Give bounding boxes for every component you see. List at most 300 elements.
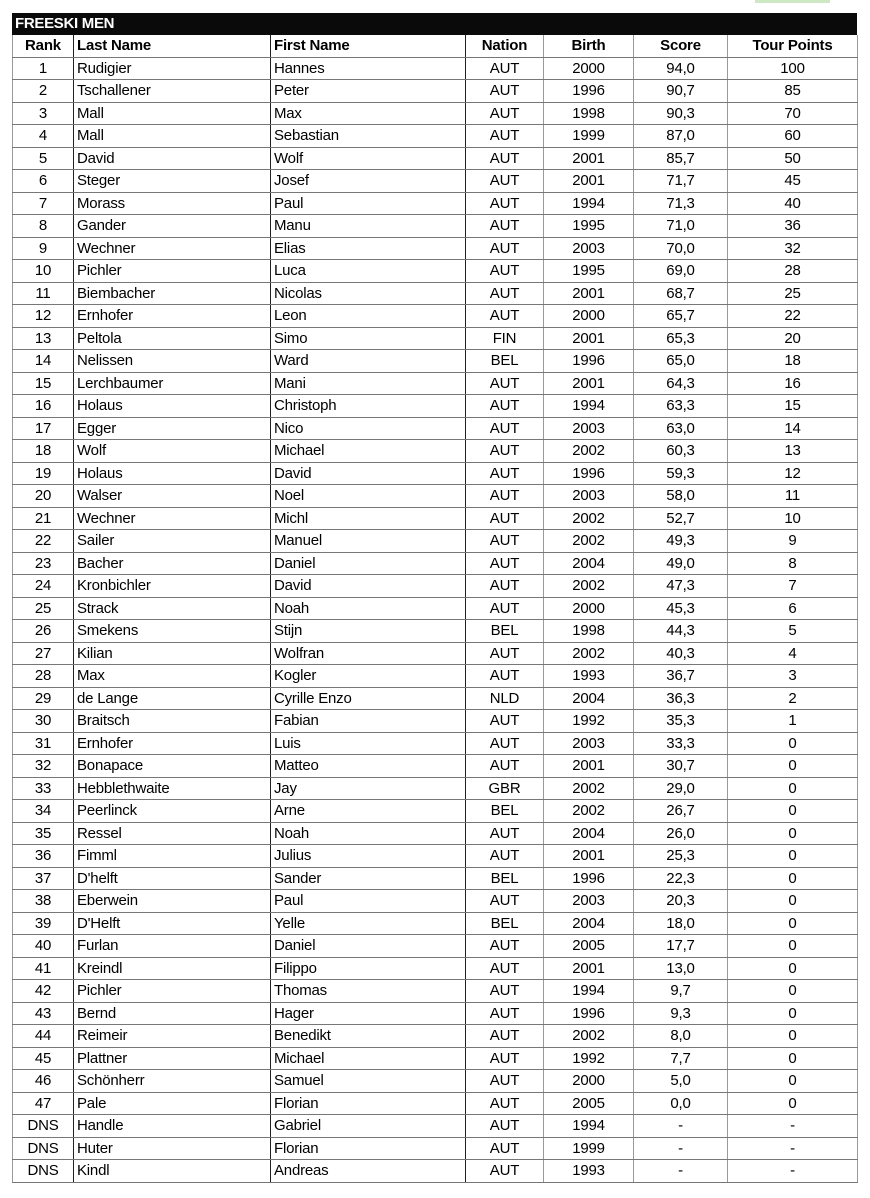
score-cell: 20,3	[634, 890, 728, 913]
nation-cell: AUT	[466, 260, 544, 283]
nation-cell: AUT	[466, 215, 544, 238]
nation-cell: FIN	[466, 327, 544, 350]
tour-points-cell: 0	[728, 1047, 858, 1070]
tour-points-cell: 0	[728, 732, 858, 755]
tour-points-cell: 13	[728, 440, 858, 463]
nation-cell: AUT	[466, 305, 544, 328]
nation-cell: AUT	[466, 980, 544, 1003]
table-row	[13, 710, 858, 733]
rank-cell: 25	[13, 597, 74, 620]
first-name-cell: Christoph	[271, 395, 466, 418]
birth-cell: 2004	[544, 552, 634, 575]
table-row	[13, 530, 858, 553]
nation-cell: AUT	[466, 147, 544, 170]
column-header-tour-points: Tour Points	[728, 35, 858, 57]
table-row	[13, 912, 858, 935]
rank-cell: 32	[13, 755, 74, 778]
birth-cell: 2001	[544, 282, 634, 305]
nation-cell: AUT	[466, 710, 544, 733]
score-cell: 87,0	[634, 125, 728, 148]
nation-cell: NLD	[466, 687, 544, 710]
tour-points-cell: 36	[728, 215, 858, 238]
rank-cell: 42	[13, 980, 74, 1003]
first-name-cell: Luca	[271, 260, 466, 283]
score-cell: 9,7	[634, 980, 728, 1003]
first-name-cell: Josef	[271, 170, 466, 193]
birth-cell: 2000	[544, 57, 634, 80]
table-row	[13, 282, 858, 305]
tour-points-cell: 60	[728, 125, 858, 148]
nation-cell: AUT	[466, 1025, 544, 1048]
score-cell: 59,3	[634, 462, 728, 485]
rank-cell: 35	[13, 822, 74, 845]
birth-cell: 1994	[544, 980, 634, 1003]
column-header-rank: Rank	[13, 35, 74, 57]
last-name-cell: Bernd	[74, 1002, 271, 1025]
birth-cell: 2001	[544, 755, 634, 778]
nation-cell: AUT	[466, 957, 544, 980]
header-row	[13, 35, 858, 57]
nation-cell: AUT	[466, 440, 544, 463]
nation-cell: AUT	[466, 642, 544, 665]
first-name-cell: Michael	[271, 440, 466, 463]
score-cell: 26,7	[634, 800, 728, 823]
tour-points-cell: 0	[728, 867, 858, 890]
table-row	[13, 395, 858, 418]
rank-cell: 2	[13, 80, 74, 103]
last-name-cell: Huter	[74, 1137, 271, 1160]
nation-cell: AUT	[466, 1115, 544, 1138]
tour-points-cell: 0	[728, 1070, 858, 1093]
score-cell: 52,7	[634, 507, 728, 530]
last-name-cell: Eberwein	[74, 890, 271, 913]
table-row	[13, 1160, 858, 1183]
first-name-cell: Manu	[271, 215, 466, 238]
first-name-cell: Samuel	[271, 1070, 466, 1093]
tour-points-cell: 3	[728, 665, 858, 688]
tour-points-cell: 45	[728, 170, 858, 193]
table-row	[13, 170, 858, 193]
score-cell: 44,3	[634, 620, 728, 643]
rank-cell: 24	[13, 575, 74, 598]
birth-cell: 2002	[544, 800, 634, 823]
last-name-cell: D'Helft	[74, 912, 271, 935]
last-name-cell: Smekens	[74, 620, 271, 643]
nation-cell: AUT	[466, 597, 544, 620]
birth-cell: 2002	[544, 575, 634, 598]
table-row	[13, 1047, 858, 1070]
tour-points-cell: 0	[728, 935, 858, 958]
nation-cell: AUT	[466, 552, 544, 575]
first-name-cell: Peter	[271, 80, 466, 103]
first-name-cell: Daniel	[271, 935, 466, 958]
rank-cell: 39	[13, 912, 74, 935]
birth-cell: 2001	[544, 147, 634, 170]
first-name-cell: Yelle	[271, 912, 466, 935]
table-row	[13, 597, 858, 620]
nation-cell: AUT	[466, 935, 544, 958]
score-cell: 49,0	[634, 552, 728, 575]
nation-cell: AUT	[466, 732, 544, 755]
score-cell: 30,7	[634, 755, 728, 778]
table-row	[13, 822, 858, 845]
rank-cell: 47	[13, 1092, 74, 1115]
rank-cell: 30	[13, 710, 74, 733]
last-name-cell: Bonapace	[74, 755, 271, 778]
tour-points-cell: 5	[728, 620, 858, 643]
nation-cell: AUT	[466, 462, 544, 485]
column-header-last-name: Last Name	[74, 35, 271, 57]
last-name-cell: Peerlinck	[74, 800, 271, 823]
birth-cell: 2002	[544, 440, 634, 463]
score-cell: 45,3	[634, 597, 728, 620]
birth-cell: 2002	[544, 530, 634, 553]
table-row	[13, 102, 858, 125]
birth-cell: 2002	[544, 507, 634, 530]
tour-points-cell: 20	[728, 327, 858, 350]
birth-cell: 2002	[544, 642, 634, 665]
score-cell: 0,0	[634, 1092, 728, 1115]
score-cell: 17,7	[634, 935, 728, 958]
score-cell: -	[634, 1160, 728, 1183]
first-name-cell: Benedikt	[271, 1025, 466, 1048]
tour-points-cell: 15	[728, 395, 858, 418]
tour-points-cell: 6	[728, 597, 858, 620]
first-name-cell: Hannes	[271, 57, 466, 80]
last-name-cell: Bacher	[74, 552, 271, 575]
last-name-cell: Mall	[74, 102, 271, 125]
birth-cell: 2004	[544, 687, 634, 710]
table-row	[13, 1002, 858, 1025]
table-row	[13, 777, 858, 800]
score-cell: 13,0	[634, 957, 728, 980]
table-row	[13, 192, 858, 215]
birth-cell: 2003	[544, 237, 634, 260]
birth-cell: 2003	[544, 732, 634, 755]
table-row	[13, 732, 858, 755]
table-row	[13, 327, 858, 350]
nation-cell: AUT	[466, 102, 544, 125]
table-row	[13, 80, 858, 103]
first-name-cell: Kogler	[271, 665, 466, 688]
birth-cell: 2001	[544, 372, 634, 395]
column-header-birth: Birth	[544, 35, 634, 57]
rank-cell: 23	[13, 552, 74, 575]
nation-cell: AUT	[466, 125, 544, 148]
first-name-cell: Paul	[271, 192, 466, 215]
last-name-cell: Nelissen	[74, 350, 271, 373]
tour-points-cell: -	[728, 1160, 858, 1183]
decorative-strip	[755, 0, 830, 3]
score-cell: 71,7	[634, 170, 728, 193]
tour-points-cell: 0	[728, 1025, 858, 1048]
last-name-cell: Morass	[74, 192, 271, 215]
rank-cell: 21	[13, 507, 74, 530]
nation-cell: BEL	[466, 620, 544, 643]
last-name-cell: Lerchbaumer	[74, 372, 271, 395]
first-name-cell: Elias	[271, 237, 466, 260]
last-name-cell: Pale	[74, 1092, 271, 1115]
rank-cell: 14	[13, 350, 74, 373]
birth-cell: 1993	[544, 665, 634, 688]
rank-cell: 37	[13, 867, 74, 890]
rank-cell: 1	[13, 57, 74, 80]
last-name-cell: Kreindl	[74, 957, 271, 980]
birth-cell: 2000	[544, 597, 634, 620]
score-cell: 40,3	[634, 642, 728, 665]
rank-cell: 11	[13, 282, 74, 305]
results-table	[12, 35, 858, 1183]
nation-cell: AUT	[466, 845, 544, 868]
rank-cell: DNS	[13, 1115, 74, 1138]
score-cell: 65,0	[634, 350, 728, 373]
last-name-cell: Wolf	[74, 440, 271, 463]
birth-cell: 2001	[544, 845, 634, 868]
tour-points-cell: 16	[728, 372, 858, 395]
nation-cell: AUT	[466, 485, 544, 508]
tour-points-cell: 85	[728, 80, 858, 103]
first-name-cell: Max	[271, 102, 466, 125]
first-name-cell: Michl	[271, 507, 466, 530]
tour-points-cell: 0	[728, 1092, 858, 1115]
last-name-cell: Reimeir	[74, 1025, 271, 1048]
rank-cell: 43	[13, 1002, 74, 1025]
first-name-cell: Nico	[271, 417, 466, 440]
last-name-cell: Walser	[74, 485, 271, 508]
rank-cell: 9	[13, 237, 74, 260]
table-row	[13, 147, 858, 170]
nation-cell: BEL	[466, 350, 544, 373]
score-cell: 29,0	[634, 777, 728, 800]
score-cell: 70,0	[634, 237, 728, 260]
rank-cell: 6	[13, 170, 74, 193]
score-cell: 85,7	[634, 147, 728, 170]
tour-points-cell: 28	[728, 260, 858, 283]
birth-cell: 1993	[544, 1160, 634, 1183]
table-row	[13, 890, 858, 913]
nation-cell: AUT	[466, 80, 544, 103]
last-name-cell: Strack	[74, 597, 271, 620]
rank-cell: 34	[13, 800, 74, 823]
last-name-cell: Steger	[74, 170, 271, 193]
birth-cell: 2003	[544, 890, 634, 913]
last-name-cell: Pichler	[74, 260, 271, 283]
score-cell: 9,3	[634, 1002, 728, 1025]
birth-cell: 2001	[544, 327, 634, 350]
last-name-cell: Handle	[74, 1115, 271, 1138]
tour-points-cell: 9	[728, 530, 858, 553]
first-name-cell: Filippo	[271, 957, 466, 980]
first-name-cell: David	[271, 575, 466, 598]
last-name-cell: Tschallener	[74, 80, 271, 103]
last-name-cell: Wechner	[74, 237, 271, 260]
tour-points-cell: -	[728, 1115, 858, 1138]
nation-cell: AUT	[466, 1092, 544, 1115]
last-name-cell: Kilian	[74, 642, 271, 665]
last-name-cell: Ernhofer	[74, 732, 271, 755]
nation-cell: AUT	[466, 1137, 544, 1160]
table-row	[13, 845, 858, 868]
first-name-cell: Nicolas	[271, 282, 466, 305]
table-row	[13, 485, 858, 508]
first-name-cell: Manuel	[271, 530, 466, 553]
rank-cell: 41	[13, 957, 74, 980]
table-row	[13, 417, 858, 440]
score-cell: 7,7	[634, 1047, 728, 1070]
nation-cell: AUT	[466, 170, 544, 193]
last-name-cell: Sailer	[74, 530, 271, 553]
score-cell: -	[634, 1137, 728, 1160]
last-name-cell: Furlan	[74, 935, 271, 958]
score-cell: 33,3	[634, 732, 728, 755]
birth-cell: 1992	[544, 710, 634, 733]
last-name-cell: Ernhofer	[74, 305, 271, 328]
birth-cell: 2001	[544, 957, 634, 980]
birth-cell: 2005	[544, 935, 634, 958]
first-name-cell: Matteo	[271, 755, 466, 778]
birth-cell: 1994	[544, 192, 634, 215]
table-row	[13, 552, 858, 575]
rank-cell: DNS	[13, 1137, 74, 1160]
birth-cell: 1996	[544, 867, 634, 890]
tour-points-cell: 0	[728, 822, 858, 845]
tour-points-cell: 11	[728, 485, 858, 508]
table-row	[13, 125, 858, 148]
first-name-cell: Wolfran	[271, 642, 466, 665]
tour-points-cell: 22	[728, 305, 858, 328]
first-name-cell: Florian	[271, 1137, 466, 1160]
tour-points-cell: 8	[728, 552, 858, 575]
table-row	[13, 440, 858, 463]
last-name-cell: Biembacher	[74, 282, 271, 305]
table-row	[13, 260, 858, 283]
last-name-cell: Rudigier	[74, 57, 271, 80]
first-name-cell: Gabriel	[271, 1115, 466, 1138]
nation-cell: AUT	[466, 1160, 544, 1183]
rank-cell: 7	[13, 192, 74, 215]
table-row	[13, 642, 858, 665]
first-name-cell: Florian	[271, 1092, 466, 1115]
nation-cell: GBR	[466, 777, 544, 800]
birth-cell: 2003	[544, 417, 634, 440]
rank-cell: 22	[13, 530, 74, 553]
birth-cell: 2004	[544, 912, 634, 935]
score-cell: 90,7	[634, 80, 728, 103]
last-name-cell: Ressel	[74, 822, 271, 845]
birth-cell: 1998	[544, 102, 634, 125]
last-name-cell: Peltola	[74, 327, 271, 350]
nation-cell: AUT	[466, 237, 544, 260]
score-cell: 71,3	[634, 192, 728, 215]
score-cell: 25,3	[634, 845, 728, 868]
nation-cell: AUT	[466, 282, 544, 305]
last-name-cell: Egger	[74, 417, 271, 440]
rank-cell: 44	[13, 1025, 74, 1048]
score-cell: 8,0	[634, 1025, 728, 1048]
results-sheet	[12, 13, 857, 1183]
tour-points-cell: 2	[728, 687, 858, 710]
birth-cell: 1999	[544, 125, 634, 148]
tour-points-cell: 70	[728, 102, 858, 125]
column-header-first-name: First Name	[271, 35, 466, 57]
score-cell: 36,7	[634, 665, 728, 688]
tour-points-cell: 0	[728, 912, 858, 935]
nation-cell: AUT	[466, 1002, 544, 1025]
tour-points-cell: 40	[728, 192, 858, 215]
nation-cell: BEL	[466, 800, 544, 823]
score-cell: 71,0	[634, 215, 728, 238]
table-row	[13, 800, 858, 823]
table-row	[13, 980, 858, 1003]
rank-cell: 5	[13, 147, 74, 170]
rank-cell: 20	[13, 485, 74, 508]
first-name-cell: Jay	[271, 777, 466, 800]
score-cell: 58,0	[634, 485, 728, 508]
first-name-cell: Simo	[271, 327, 466, 350]
nation-cell: AUT	[466, 417, 544, 440]
last-name-cell: Max	[74, 665, 271, 688]
first-name-cell: Hager	[271, 1002, 466, 1025]
tour-points-cell: -	[728, 1137, 858, 1160]
first-name-cell: Leon	[271, 305, 466, 328]
nation-cell: AUT	[466, 890, 544, 913]
rank-cell: 40	[13, 935, 74, 958]
rank-cell: 3	[13, 102, 74, 125]
score-cell: 47,3	[634, 575, 728, 598]
table-row	[13, 305, 858, 328]
birth-cell: 1998	[544, 620, 634, 643]
last-name-cell: Holaus	[74, 462, 271, 485]
rank-cell: 8	[13, 215, 74, 238]
tour-points-cell: 0	[728, 980, 858, 1003]
score-cell: -	[634, 1115, 728, 1138]
birth-cell: 2005	[544, 1092, 634, 1115]
first-name-cell: Noah	[271, 597, 466, 620]
table-row	[13, 575, 858, 598]
table-row	[13, 1115, 858, 1138]
first-name-cell: Paul	[271, 890, 466, 913]
score-cell: 18,0	[634, 912, 728, 935]
first-name-cell: Daniel	[271, 552, 466, 575]
birth-cell: 1995	[544, 260, 634, 283]
birth-cell: 2000	[544, 305, 634, 328]
table-row	[13, 462, 858, 485]
last-name-cell: Schönherr	[74, 1070, 271, 1093]
first-name-cell: Arne	[271, 800, 466, 823]
tour-points-cell: 1	[728, 710, 858, 733]
sheet-title: FREESKI MEN	[12, 13, 857, 35]
table-row	[13, 57, 858, 80]
rank-cell: 46	[13, 1070, 74, 1093]
nation-cell: AUT	[466, 192, 544, 215]
last-name-cell: Mall	[74, 125, 271, 148]
rank-cell: 29	[13, 687, 74, 710]
tour-points-cell: 50	[728, 147, 858, 170]
table-row	[13, 1070, 858, 1093]
table-row	[13, 957, 858, 980]
rank-cell: 27	[13, 642, 74, 665]
birth-cell: 1994	[544, 395, 634, 418]
table-row	[13, 372, 858, 395]
first-name-cell: David	[271, 462, 466, 485]
column-header-nation: Nation	[466, 35, 544, 57]
birth-cell: 1992	[544, 1047, 634, 1070]
tour-points-cell: 0	[728, 957, 858, 980]
score-cell: 69,0	[634, 260, 728, 283]
tour-points-cell: 4	[728, 642, 858, 665]
nation-cell: AUT	[466, 57, 544, 80]
nation-cell: AUT	[466, 822, 544, 845]
